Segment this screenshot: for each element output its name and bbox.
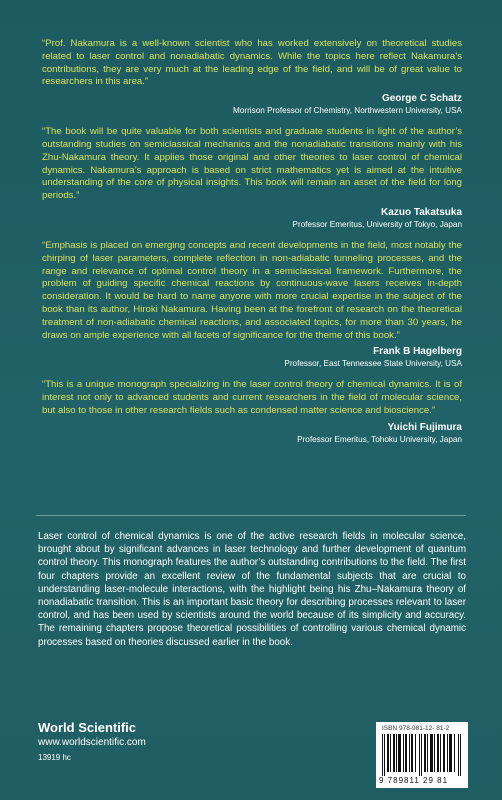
endorsements [42, 38, 462, 455]
isbn-text: ISBN 978-981-12- 81-2 [382, 725, 450, 732]
book-summary: Laser control of chemical dynamics is one of the active research fields in molecular science, brought about by significant advances in laser technology and further development of quantum control theory. This monograph features the author’s outstanding contributions to the field. The first four chapters provide an excellent review of the fundamental subjects that are crucial to understanding laser-molecule interactions, with the highlight being his Zhu–Nakamura theory of nonadiabatic transition. This is an important basic theory for describing processes relevant to laser control, and has been used by scientists around the world because of its simplicity and accuracy. The remaining chapters propose theoretical possibilities of controlling various chemical dynamic processes based on theories discussed earlier in the book. [38, 531, 466, 648]
endorser-title: Morrison Professor of Chemistry, Northwestern University, USA [232, 106, 462, 116]
endorsement-quote: “The book will be quite valuable for both scientists and graduate students in light of the author’s outstanding studies on semiclassical mechanics and the nonadiabatic transitions mainly with his Zhu-Nakamura theory. It applies those original and other theories to laser control of chemical dynamics. Nakamura’s approach is based on strict mathematics yet is aimed at the intuitive understanding of the core of physical insights. This book will remain an asset of the field for long periods.” [42, 126, 462, 202]
endorsement-2 [42, 126, 462, 230]
endorsement-quote: “Emphasis is placed on emerging concepts and recent developments in the field, most notably the chirping of laser parameters, complete reflection in non-adiabatic tunneling processes, and the range and relevance of optimal control theory in a semiclassical framework. Furthermore, the problem of guiding specific chemical reactions by continuous-wave lasers receives in-depth consideration. It would be hard to name anyone with more crucial expertise in the subject of the book than its author, Hiroki Nakamura. Having been at the forefront of research on the theoretical treatment of non-adiabatic chemical reactions, and associated topics, for more than 30 years, he draws on ample experience with all facets of significance for the theme of this book.” [42, 239, 462, 341]
publisher-block [38, 720, 146, 764]
section-divider [36, 515, 466, 516]
endorsement-4 [42, 379, 462, 444]
barcode [376, 722, 468, 788]
endorser-name: Frank B Hagelberg [373, 346, 462, 358]
publisher-url: www.worldscientific.com [38, 737, 146, 748]
endorser-name: Yuichi Fujimura [387, 421, 462, 433]
endorser-name: Kazuo Takatsuka [381, 206, 462, 218]
catalog-code: 13919 hc [38, 753, 71, 762]
endorser-title: Professor Emeritus, Tohoku University, Japan [297, 434, 462, 444]
barcode-bars-icon [382, 734, 462, 776]
endorser-title: Professor Emeritus, University of Tokyo, Japan [292, 219, 462, 229]
endorser-name: George C Schatz [381, 93, 462, 105]
endorsement-3 [42, 240, 462, 369]
barcode-digits: 9 789811 29 81 [379, 776, 449, 785]
publisher-name: World Scientific [38, 720, 136, 735]
endorsement-1 [42, 38, 462, 116]
endorser-title: Professor, East Tennessee State University, USA [284, 359, 462, 369]
endorsement-quote: “Prof. Nakamura is a well-known scientist who has worked extensively on theoretical studies related to laser control and nonadiabatic dynamics. While the topics here reflect Nakamura’s contributions, they are very much at the leading edge of the field, and will be of great value to researchers in this area.” [42, 38, 462, 88]
endorsement-quote: “This is a unique monograph specializing in the laser control theory of chemical dynamics. It is of interest not only to advanced students and current researchers in the field of molecular science, but also to those in other research fields such as condensed matter science and bioscience.” [42, 379, 462, 416]
